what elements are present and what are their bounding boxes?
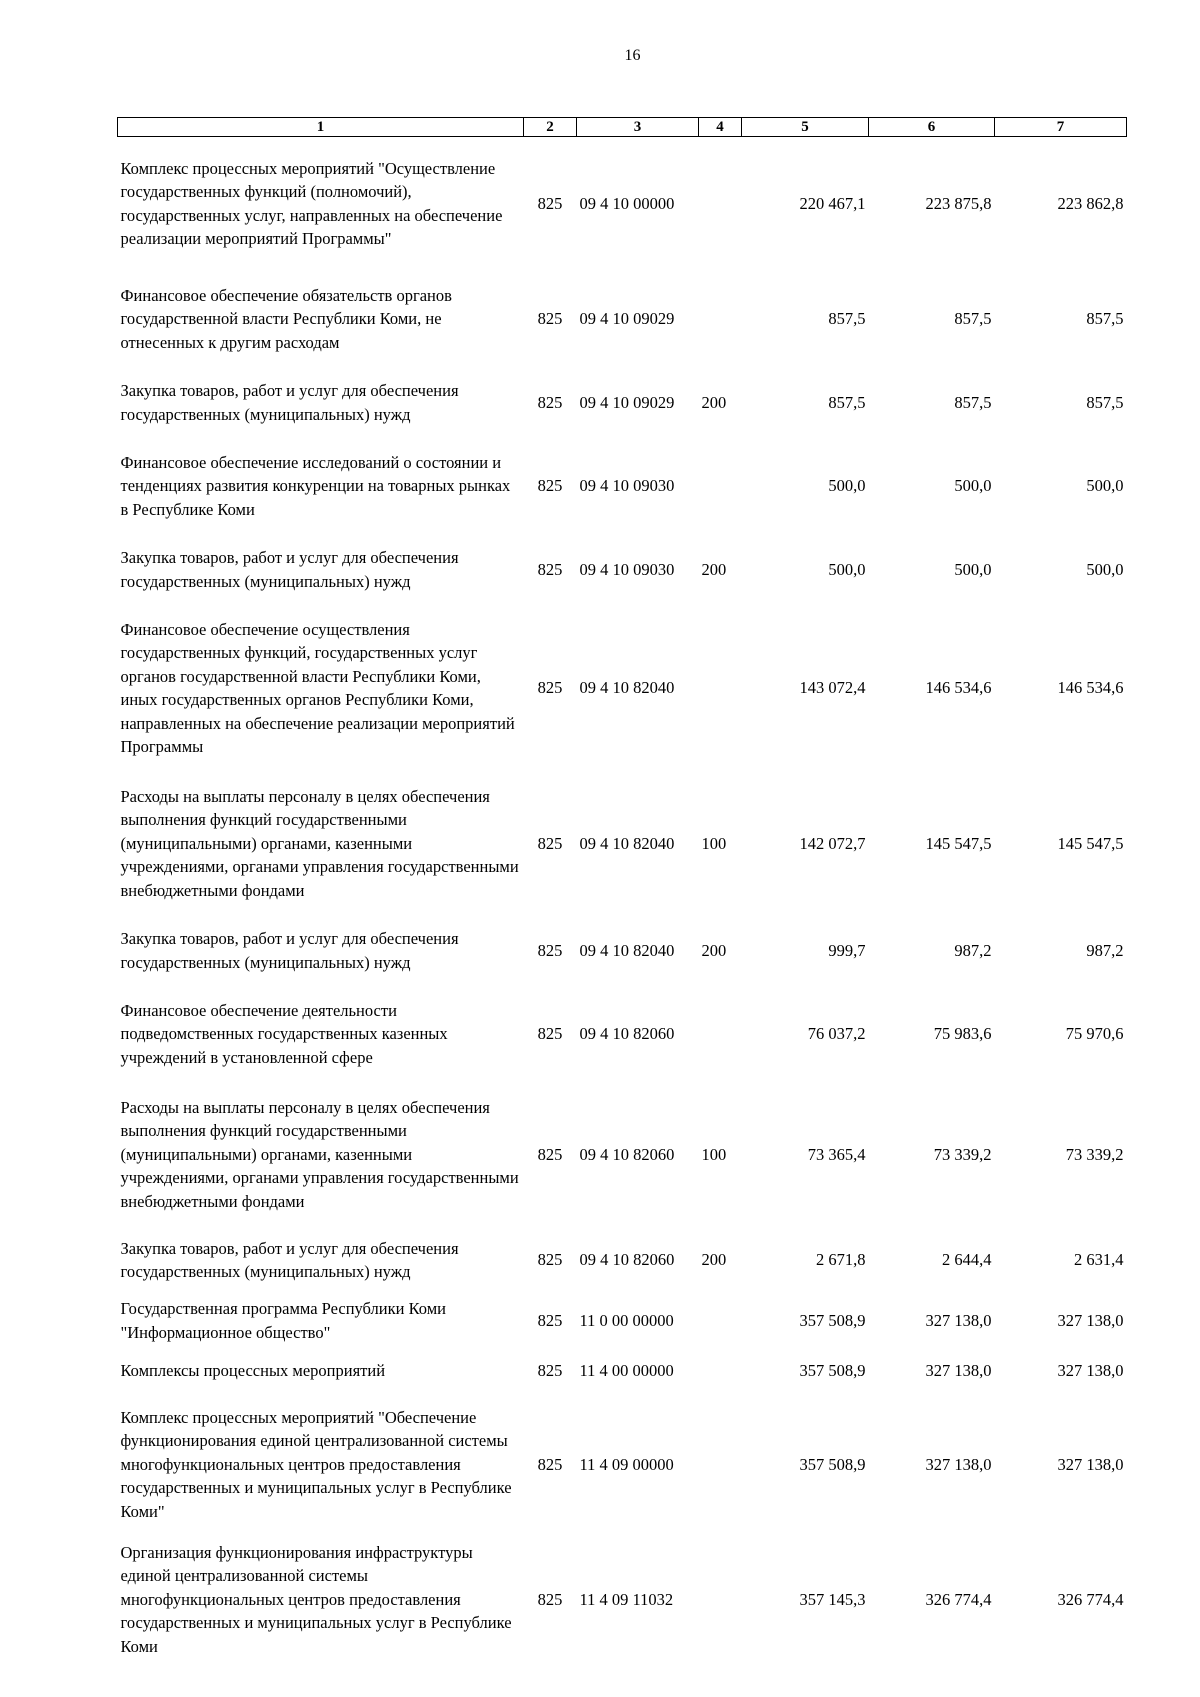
column-header: 3 bbox=[577, 118, 699, 137]
row-amount-7: 500,0 bbox=[1086, 476, 1124, 496]
row-name: Финансовое обеспечение исследований о состоянии и тенденциях развития конкуренции на товарных рынках в Республике Коми bbox=[120, 452, 511, 519]
row-amount-5: 357 508,9 bbox=[799, 1454, 866, 1474]
row-name: Финансовое обеспечение обязательств органов государственной власти Республики Коми, не отнесенных к другим расходам bbox=[120, 285, 452, 352]
row-expense-type bbox=[699, 986, 742, 1083]
row-amount-6: 327 138,0 bbox=[925, 1454, 992, 1474]
table-row bbox=[118, 1536, 1127, 1664]
row-amount-6: 146 534,6 bbox=[925, 678, 992, 698]
table-row bbox=[118, 1294, 1127, 1348]
row-amount-7: 327 138,0 bbox=[1057, 1310, 1124, 1330]
row-amount-7: 500,0 bbox=[1086, 559, 1124, 579]
table-row bbox=[118, 271, 1127, 368]
row-amount-6: 987,2 bbox=[954, 940, 992, 960]
row-expense-type: 100 bbox=[701, 1144, 727, 1164]
row-amount-7: 857,5 bbox=[1086, 392, 1124, 412]
row-name: Комплекс процессных мероприятий "Обеспечение функционирования единой централизованной системы многофункциональных центров предоставления государственных и муниципальных услуг в Республике Коми" bbox=[120, 1407, 512, 1521]
table-row bbox=[118, 1227, 1127, 1294]
row-amount-5: 500,0 bbox=[828, 559, 866, 579]
row-amount-7: 146 534,6 bbox=[1057, 678, 1124, 698]
row-expense-type bbox=[699, 271, 742, 368]
row-amount-5: 357 508,9 bbox=[799, 1310, 866, 1330]
row-target-article: 09 4 10 82040 bbox=[579, 678, 675, 698]
row-expense-type bbox=[699, 1536, 742, 1664]
row-target-article: 09 4 10 82040 bbox=[579, 833, 675, 853]
row-expense-type: 100 bbox=[701, 833, 727, 853]
row-code: 825 bbox=[537, 476, 563, 496]
row-amount-7: 73 339,2 bbox=[1065, 1144, 1124, 1164]
row-code: 825 bbox=[537, 1310, 563, 1330]
row-expense-type bbox=[699, 438, 742, 535]
row-name: Комплекс процессных мероприятий "Осуществление государственных функций (полномочий), государственных услуг, направленных на обеспечение реализации мероприятий Программы" bbox=[120, 158, 503, 249]
row-amount-5: 73 365,4 bbox=[807, 1144, 866, 1164]
table-row bbox=[118, 1394, 1127, 1536]
row-amount-6: 500,0 bbox=[954, 559, 992, 579]
row-name: Закупка товаров, работ и услуг для обеспечения государственных (муниципальных) нужд bbox=[120, 548, 459, 591]
row-amount-7: 75 970,6 bbox=[1065, 1024, 1124, 1044]
row-amount-5: 999,7 bbox=[828, 940, 866, 960]
row-code: 825 bbox=[537, 1454, 563, 1474]
row-target-article: 11 4 00 00000 bbox=[579, 1360, 674, 1380]
row-amount-6: 145 547,5 bbox=[925, 833, 992, 853]
row-amount-6: 2 644,4 bbox=[942, 1250, 992, 1270]
column-header: 7 bbox=[995, 118, 1127, 137]
row-amount-7: 2 631,4 bbox=[1074, 1250, 1124, 1270]
row-code: 825 bbox=[537, 392, 563, 412]
row-code: 825 bbox=[537, 309, 563, 329]
row-code: 825 bbox=[537, 678, 563, 698]
row-amount-7: 327 138,0 bbox=[1057, 1360, 1124, 1380]
row-name: Финансовое обеспечение деятельности подведомственных государственных казенных учреждений в установленной сфере bbox=[120, 1000, 448, 1067]
row-expense-type: 200 bbox=[701, 392, 727, 412]
row-name: Закупка товаров, работ и услуг для обеспечения государственных (муниципальных) нужд bbox=[120, 381, 459, 424]
row-code: 825 bbox=[537, 1589, 563, 1609]
row-target-article: 09 4 10 82040 bbox=[579, 940, 675, 960]
table-row bbox=[118, 535, 1127, 605]
row-expense-type bbox=[699, 137, 742, 271]
row-name: Государственная программа Республики Коми "Информационное общество" bbox=[120, 1299, 446, 1342]
page-number: 16 bbox=[624, 47, 641, 64]
row-code: 825 bbox=[537, 559, 563, 579]
row-amount-6: 500,0 bbox=[954, 476, 992, 496]
row-target-article: 09 4 10 09029 bbox=[579, 309, 675, 329]
row-name: Финансовое обеспечение осуществления государственных функций, государственных услуг органов государственной власти Республики Коми, иных государственных органов Республики Коми, направленных на обеспечение реализации мероприятий Программы bbox=[120, 619, 515, 756]
row-amount-5: 142 072,7 bbox=[799, 833, 866, 853]
row-target-article: 09 4 10 82060 bbox=[579, 1024, 675, 1044]
table-row bbox=[118, 605, 1127, 772]
row-code: 825 bbox=[537, 1250, 563, 1270]
row-target-article: 09 4 10 09029 bbox=[579, 392, 675, 412]
row-name: Организация функционирования инфраструктуры единой централизованной системы многофункциональных центров предоставления государственных и муниципальных услуг в Республике Коми bbox=[120, 1542, 512, 1656]
row-expense-type: 200 bbox=[701, 1250, 727, 1270]
row-name: Расходы на выплаты персоналу в целях обеспечения выполнения функций государственными (муниципальными) органами, казенными учреждениями, органами управления государственными внебюджетными фондами bbox=[120, 786, 519, 900]
row-amount-7: 987,2 bbox=[1086, 940, 1124, 960]
column-header: 4 bbox=[699, 118, 742, 137]
table-row bbox=[118, 438, 1127, 535]
row-expense-type bbox=[699, 605, 742, 772]
row-code: 825 bbox=[537, 833, 563, 853]
row-amount-5: 76 037,2 bbox=[807, 1024, 866, 1044]
row-amount-7: 857,5 bbox=[1086, 309, 1124, 329]
row-target-article: 09 4 10 09030 bbox=[579, 476, 675, 496]
column-header: 5 bbox=[742, 118, 869, 137]
table-row bbox=[118, 916, 1127, 986]
row-amount-7: 145 547,5 bbox=[1057, 833, 1124, 853]
table-row bbox=[118, 772, 1127, 916]
row-amount-5: 857,5 bbox=[828, 309, 866, 329]
row-amount-7: 223 862,8 bbox=[1057, 194, 1124, 213]
row-amount-5: 500,0 bbox=[828, 476, 866, 496]
row-amount-6: 73 339,2 bbox=[933, 1144, 992, 1164]
row-target-article: 09 4 10 09030 bbox=[579, 559, 675, 579]
row-amount-5: 220 467,1 bbox=[799, 194, 866, 213]
row-target-article: 09 4 10 00000 bbox=[579, 194, 675, 213]
row-amount-6: 223 875,8 bbox=[925, 194, 992, 213]
row-code: 825 bbox=[537, 1024, 563, 1044]
row-amount-6: 327 138,0 bbox=[925, 1360, 992, 1380]
row-expense-type: 200 bbox=[701, 559, 727, 579]
row-code: 825 bbox=[537, 194, 563, 213]
row-target-article: 09 4 10 82060 bbox=[579, 1250, 675, 1270]
row-amount-5: 143 072,4 bbox=[799, 678, 866, 698]
row-name: Расходы на выплаты персоналу в целях обеспечения выполнения функций государственными (муниципальными) органами, казенными учреждениями, органами управления государственными внебюджетными фондами bbox=[120, 1097, 519, 1211]
table-row bbox=[118, 368, 1127, 438]
row-amount-6: 857,5 bbox=[954, 392, 992, 412]
row-amount-6: 857,5 bbox=[954, 309, 992, 329]
table-row bbox=[118, 137, 1127, 271]
row-target-article: 11 4 09 11032 bbox=[579, 1589, 674, 1609]
row-name: Комплексы процессных мероприятий bbox=[120, 1360, 386, 1380]
row-amount-6: 326 774,4 bbox=[925, 1589, 992, 1609]
table-row bbox=[118, 1348, 1127, 1394]
row-expense-type bbox=[699, 1348, 742, 1394]
row-amount-6: 75 983,6 bbox=[933, 1024, 992, 1044]
row-amount-5: 357 145,3 bbox=[799, 1589, 866, 1609]
table-row bbox=[118, 986, 1127, 1083]
row-code: 825 bbox=[537, 1144, 563, 1164]
row-target-article: 11 0 00 00000 bbox=[579, 1310, 674, 1330]
row-target-article: 11 4 09 00000 bbox=[579, 1454, 674, 1474]
header-row bbox=[118, 118, 1127, 137]
table-row bbox=[118, 1083, 1127, 1227]
row-amount-6: 327 138,0 bbox=[925, 1310, 992, 1330]
row-expense-type: 200 bbox=[701, 940, 727, 960]
row-amount-5: 857,5 bbox=[828, 392, 866, 412]
budget-table bbox=[117, 117, 1127, 1664]
row-code: 825 bbox=[537, 1360, 563, 1380]
row-target-article: 09 4 10 82060 bbox=[579, 1144, 675, 1164]
row-amount-5: 357 508,9 bbox=[799, 1360, 866, 1380]
column-header: 6 bbox=[869, 118, 995, 137]
row-name: Закупка товаров, работ и услуг для обеспечения государственных (муниципальных) нужд bbox=[120, 1238, 459, 1281]
column-header: 1 bbox=[118, 118, 524, 137]
row-amount-7: 326 774,4 bbox=[1057, 1589, 1124, 1609]
row-expense-type bbox=[699, 1294, 742, 1348]
row-name: Закупка товаров, работ и услуг для обеспечения государственных (муниципальных) нужд bbox=[120, 929, 459, 972]
column-header: 2 bbox=[524, 118, 577, 137]
row-expense-type bbox=[699, 1394, 742, 1536]
row-amount-5: 2 671,8 bbox=[816, 1250, 866, 1270]
row-code: 825 bbox=[537, 940, 563, 960]
row-amount-7: 327 138,0 bbox=[1057, 1454, 1124, 1474]
